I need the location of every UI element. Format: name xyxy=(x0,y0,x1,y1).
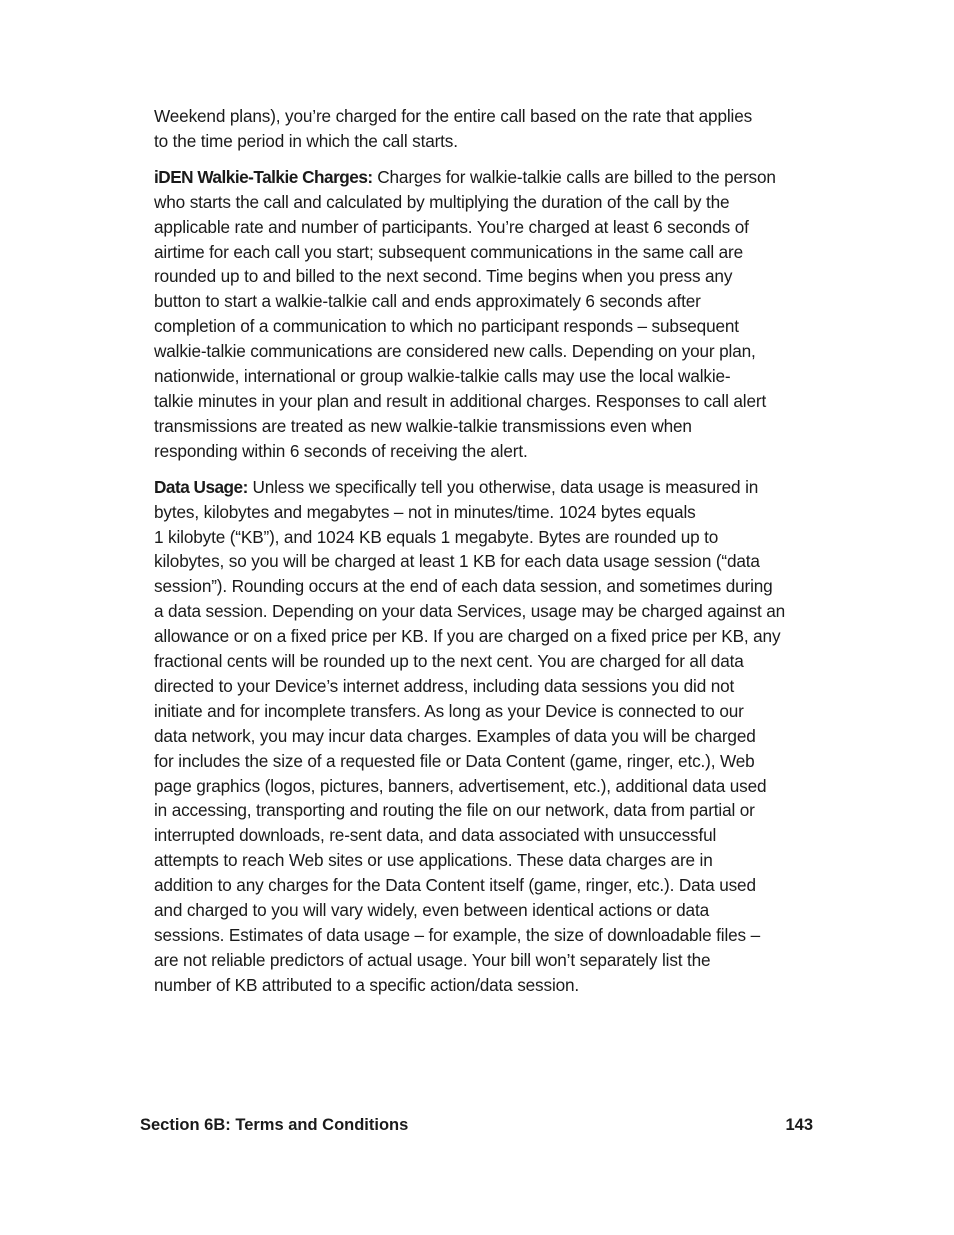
page-footer xyxy=(140,1116,813,1135)
text-line: walkie-talkie communications are considered new calls. Depending on your plan, xyxy=(154,341,756,362)
text-line: data network, you may incur data charges. Examples of data you will be charged xyxy=(154,725,756,746)
term-heading: Data Usage: xyxy=(154,476,248,497)
text-line: number of KB attributed to a specific action/data session. xyxy=(154,974,580,995)
text-line: rounded up to and billed to the next second. Time begins when you press any xyxy=(154,266,733,287)
text-line: airtime for each call you start; subsequent communications in the same call are xyxy=(154,241,744,262)
text-line xyxy=(154,475,816,500)
text-line: interrupted downloads, re-sent data, and data associated with unsuccessful xyxy=(154,825,717,846)
text-line: fractional cents will be rounded up to the next cent. You are charged for all data xyxy=(154,651,744,672)
text-line: for includes the size of a requested file or Data Content (game, ringer, etc.), Web xyxy=(154,750,755,771)
text-line: are not reliable predictors of actual usage. Your bill won’t separately list the xyxy=(154,949,711,970)
text-line: transmissions are treated as new walkie-talkie transmissions even when xyxy=(154,415,692,436)
text-line: 1 kilobyte (“KB”), and 1024 KB equals 1 megabyte. Bytes are rounded up to xyxy=(154,526,719,547)
text-line: session”). Rounding occurs at the end of each data session, and sometimes during xyxy=(154,576,773,597)
term-heading: iDEN Walkie-Talkie Charges: xyxy=(154,166,373,187)
text-line: a data session. Depending on your data Services, usage may be charged against an xyxy=(154,601,786,622)
text-line: responding within 6 seconds of receiving the alert. xyxy=(154,440,528,461)
paragraph-continuation xyxy=(154,104,816,154)
text-line: allowance or on a fixed price per KB. If you are charged on a fixed price per KB, any xyxy=(154,626,781,647)
text-line: Weekend plans), you’re charged for the entire call based on the rate that applies xyxy=(154,106,753,126)
text-line: initiate and for incomplete transfers. As long as your Device is connected to our xyxy=(154,700,744,721)
text-line: addition to any charges for the Data Content itself (game, ringer, etc.). Data used xyxy=(154,875,756,896)
text-line: applicable rate and number of participants. You’re charged at least 6 seconds of xyxy=(154,216,749,237)
text-line: bytes, kilobytes and megabytes – not in minutes/time. 1024 bytes equals xyxy=(154,501,696,522)
text-line: directed to your Device’s internet address, including data sessions you did not xyxy=(154,675,735,696)
text-line: button to start a walkie-talkie call and ends approximately 6 seconds after xyxy=(154,291,701,312)
text-line: and charged to you will vary widely, even between identical actions or data xyxy=(154,900,709,921)
text-line: attempts to reach Web sites or use applications. These data charges are in xyxy=(154,850,713,871)
page-body xyxy=(154,104,816,1009)
text-line: who starts the call and calculated by multiplying the duration of the call by the xyxy=(154,191,730,212)
text-line: to the time period in which the call starts. xyxy=(154,130,458,151)
text-line: completion of a communication to which no participant responds – subsequent xyxy=(154,316,739,337)
text-line xyxy=(154,165,816,190)
text-line: page graphics (logos, pictures, banners, advertisement, etc.), additional data used xyxy=(154,775,767,796)
text-line: kilobytes, so you will be charged at least 1 KB for each data usage session (“data xyxy=(154,551,760,572)
footer-section-title: Section 6B: Terms and Conditions xyxy=(140,1116,409,1134)
text-line: in accessing, transporting and routing the file on our network, data from partial or xyxy=(154,800,755,821)
text-line: sessions. Estimates of data usage – for example, the size of downloadable files – xyxy=(154,925,760,945)
page-number: 143 xyxy=(785,1116,813,1134)
text-line: talkie minutes in your plan and result in additional charges. Responses to call alert xyxy=(154,390,767,411)
text-run: Unless we specifically tell you otherwise, data usage is measured in xyxy=(247,476,759,497)
text-run: Charges for walkie-talkie calls are billed to the person xyxy=(372,166,776,187)
paragraph-walkie-talkie-charges xyxy=(154,165,816,464)
paragraph-data-usage xyxy=(154,475,816,998)
text-line: nationwide, international or group walkie-talkie calls may use the local walkie- xyxy=(154,366,731,387)
